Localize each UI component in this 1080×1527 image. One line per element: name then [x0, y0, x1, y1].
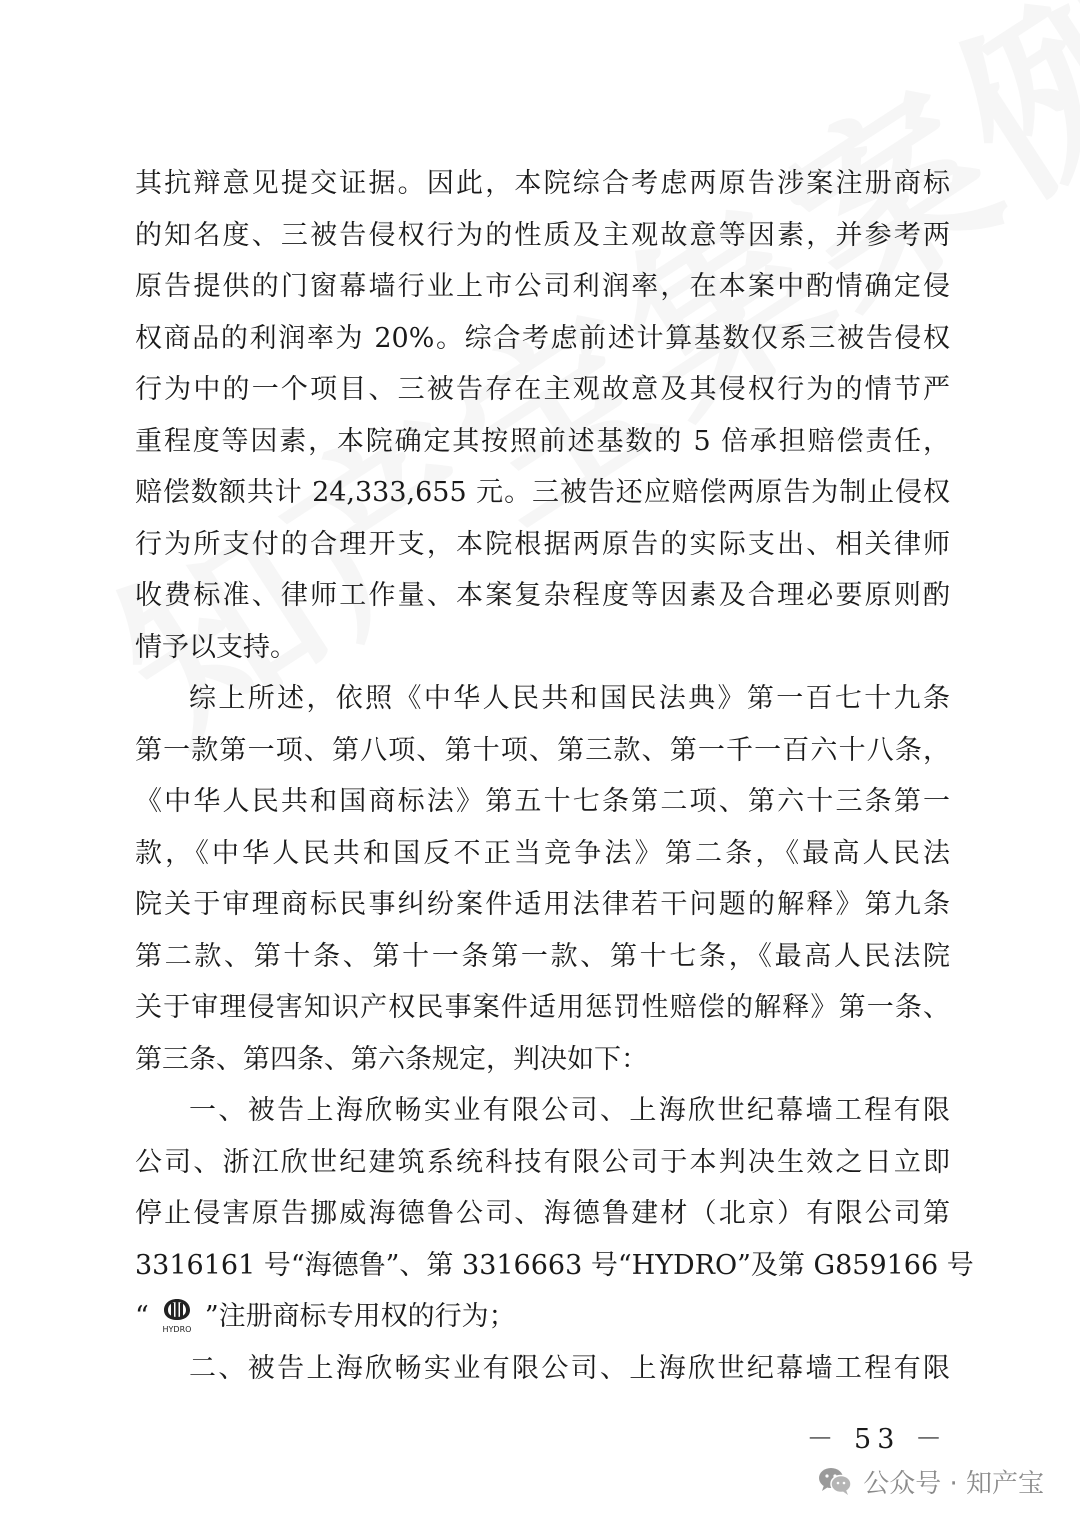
text-line-logo: [135, 1291, 950, 1343]
text-line-9: 收费标准、律师工作量、本案复杂程度等因素及合理必要原则酌: [135, 580, 950, 611]
text-line-6: 重程度等因素，本院确定其按照前述基数的 5 倍承担赔偿责任，: [135, 425, 950, 457]
text-line-21: 停止侵害原告挪威海德鲁公司、海德鲁建材（北京）有限公司第: [135, 1198, 950, 1229]
text-line-12: 第一款第一项、第八项、第十项、第三款、第一千一百六十八条，: [135, 734, 950, 766]
text-line-7: 赔偿数额共计 24,333,655 元。三被告还应赔偿两原告为制止侵权: [135, 477, 950, 508]
text-line-13: 《中华人民共和国商标法》第五十七条第二项、第六十三条第一: [135, 786, 950, 817]
hydro-logo-text: HYDRO: [162, 1324, 192, 1334]
text-line-18: 第三条、第四条、第六条规定，判决如下：: [135, 1043, 648, 1075]
text-line-last: 二、被告上海欣畅实业有限公司、上海欣世纪幕墙工程有限: [189, 1352, 950, 1384]
footer-brand: [817, 1459, 1044, 1503]
document-body: [135, 158, 974, 1394]
text-line-17: 关于审理侵害知识产权民事案件适用惩罚性赔偿的解释》第一条、: [135, 992, 950, 1023]
text-line-19: 一、被告上海欣畅实业有限公司、上海欣世纪幕墙工程有限: [189, 1095, 950, 1126]
text-line-14: 款，《中华人民共和国反不正当竞争法》第二条，《最高人民法: [135, 837, 950, 869]
text-line-22: 3316161 号“海德鲁”、第 3316663 号“HYDRO”及第 G859166 号: [135, 1249, 974, 1281]
text-line-10: 情予以支持。: [135, 631, 297, 663]
text-line-1: 其抗辩意见提交证据。因此，本院综合考虑两原告涉案注册商标: [135, 168, 950, 199]
wechat-icon: [817, 1465, 853, 1497]
logo-line-rest: ”注册商标专用权的行为；: [204, 1301, 516, 1332]
open-quote: “: [135, 1301, 149, 1332]
text-line-3: 原告提供的门窗幕墙行业上市公司利润率，在本案中酌情确定侵: [135, 271, 950, 302]
text-line-8: 行为所支付的合理开支，本院根据两原告的实际支出、相关律师: [135, 528, 950, 560]
footer-text: 公众号 · 知产宝: [863, 1468, 1044, 1499]
text-line-20: 公司、浙江欣世纪建筑系统科技有限公司于本判决生效之日立即: [135, 1146, 950, 1178]
text-line-16: 第二款、第十条、第十一条第一款、第十七条，《最高人民法院: [135, 940, 950, 972]
text-line-15: 院关于审理商标民事纠纷案件适用法律若干问题的解释》第九条: [135, 889, 950, 920]
text-line-2: 的知名度、三被告侵权行为的性质及主观故意等因素，并参考两: [135, 219, 950, 251]
text-line-4: 权商品的利润率为 20%。综合考虑前述计算基数仅系三被告侵权: [135, 322, 950, 354]
text-line-11: 综上所述，依照《中华人民共和国民法典》第一百七十九条: [189, 683, 950, 714]
page-number: － 53 －: [806, 1424, 948, 1455]
text-line-5: 行为中的一个项目、三被告存在主观故意及其侵权行为的情节严: [135, 374, 950, 405]
hydro-logo-icon: [149, 1296, 205, 1336]
